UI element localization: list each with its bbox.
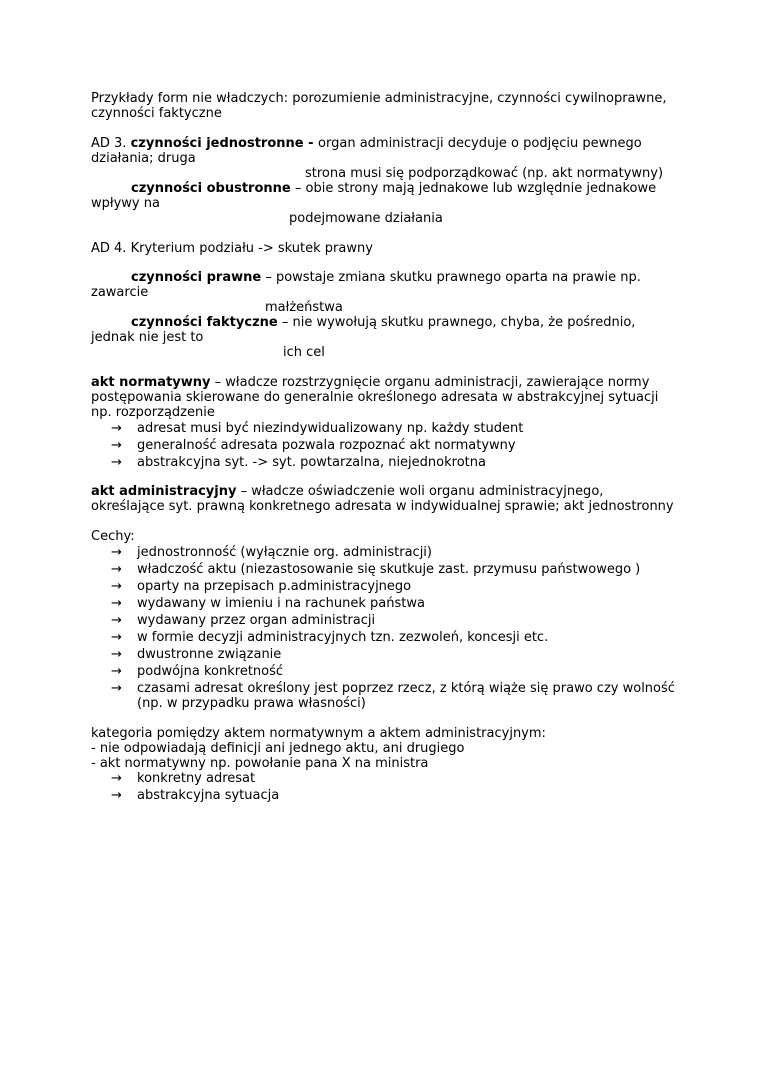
arrow-bullet-icon: →	[111, 562, 122, 577]
ad3-prefix: AD 3.	[91, 136, 131, 151]
cechy-heading: Cechy:	[91, 529, 135, 544]
ad3-line-6: podejmowane działania	[289, 211, 443, 226]
ad3-line-1	[91, 136, 642, 151]
normatywny-bullet: adresat musi być niezindywidualizowany np. każdy student	[137, 421, 524, 436]
ad4-heading: AD 4. Kryterium podziału -> skutek prawny	[91, 241, 373, 256]
ad4-line-3: małżeństwa	[265, 300, 343, 315]
arrow-bullet-icon: →	[111, 613, 122, 628]
arrow-bullet-icon: →	[111, 421, 122, 436]
ad3-line-2: działania; druga	[91, 151, 196, 166]
kategoria-line-3: - akt normatywny np. powołanie pana X na ministra	[91, 756, 429, 771]
arrow-bullet-icon: →	[111, 647, 122, 662]
cechy-bullet: jednostronność (wyłącznie org. administracji)	[137, 545, 432, 560]
ad3-term2-rest: – obie strony mają jednakowe lub względnie jednakowe	[290, 181, 657, 196]
ad4-term1-rest: – powstaje zmiana skutku prawnego oparta na prawie np.	[261, 270, 641, 285]
ad3-line-3: strona musi się podporządkować (np. akt normatywny)	[305, 166, 664, 181]
normatywny-rest: – władcze rozstrzygnięcie organu administracji, zawierające normy	[210, 375, 650, 390]
ad4-line-2: zawarcie	[91, 285, 149, 300]
ad4-term-faktyczne: czynności faktyczne	[131, 315, 278, 330]
cechy-bullet-continuation: (np. w przypadku prawa własności)	[137, 696, 366, 711]
ad3-term1-rest: organ administracji decyduje o podjęciu pewnego	[318, 136, 642, 151]
cechy-bullet: dwustronne związanie	[137, 647, 282, 662]
ad4-line-1	[131, 270, 641, 285]
ad4-line-5: jednak nie jest to	[91, 330, 204, 345]
cechy-bullet: czasami adresat określony jest poprzez rzecz, z którą wiąże się prawo czy wolność	[137, 681, 675, 696]
ad3-term-jednostronne: czynności jednostronne	[130, 136, 304, 151]
normatywny-bullet: abstrakcyjna syt. -> syt. powtarzalna, niejednokrotna	[137, 455, 486, 470]
ad4-line-6: ich cel	[283, 345, 325, 360]
ad4-term-prawne: czynności prawne	[131, 270, 262, 285]
cechy-bullet: podwójna konkretność	[137, 664, 284, 679]
arrow-bullet-icon: →	[111, 788, 122, 803]
arrow-bullet-icon: →	[111, 630, 122, 645]
ad3-term-sep: -	[303, 136, 319, 151]
ad3-term-obustronne: czynności obustronne	[131, 181, 291, 196]
normatywny-term: akt normatywny	[91, 375, 211, 390]
cechy-bullet: oparty na przepisach p.administracyjnego	[137, 579, 412, 594]
arrow-bullet-icon: →	[111, 771, 122, 786]
kategoria-line-1: kategoria pomiędzy aktem normatywnym a aktem administracyjnym:	[91, 726, 546, 741]
normatywny-bullet: generalność adresata pozwala rozpoznać akt normatywny	[137, 438, 516, 453]
ad4-term2-rest: – nie wywołują skutku prawnego, chyba, że pośrednio,	[277, 315, 636, 330]
intro-line-2: czynności faktyczne	[91, 106, 222, 121]
arrow-bullet-icon: →	[111, 545, 122, 560]
intro-line-1: Przykłady form nie władczych: porozumienie administracyjne, czynności cywilnoprawne,	[91, 91, 667, 106]
cechy-bullet: wydawany przez organ administracji	[137, 613, 376, 628]
kategoria-line-2: - nie odpowiadają definicji ani jednego aktu, ani drugiego	[91, 741, 465, 756]
arrow-bullet-icon: →	[111, 681, 122, 696]
administracyjny-term: akt administracyjny	[91, 484, 237, 499]
arrow-bullet-icon: →	[111, 596, 122, 611]
ad4-line-4	[131, 315, 635, 330]
kategoria-bullet: konkretny adresat	[137, 771, 256, 786]
arrow-bullet-icon: →	[111, 438, 122, 453]
arrow-bullet-icon: →	[111, 455, 122, 470]
arrow-bullet-icon: →	[111, 664, 122, 679]
administracyjny-line-2: określające syt. prawną konkretnego adresata w indywidualnej sprawie; akt jednostronny	[91, 499, 674, 514]
ad3-line-4	[131, 181, 656, 196]
cechy-bullet: w formie decyzji administracyjnych tzn. zezwoleń, koncesji etc.	[137, 630, 549, 645]
administracyjny-line-1	[91, 484, 603, 499]
ad3-line-5: wpływy na	[91, 196, 160, 211]
normatywny-line-3: np. rozporządzenie	[91, 405, 215, 420]
administracyjny-rest: – władcze oświadczenie woli organu administracyjnego,	[236, 484, 604, 499]
arrow-bullet-icon: →	[111, 579, 122, 594]
normatywny-line-2: postępowania skierowane do generalnie określonego adresata w abstrakcyjnej sytuacji	[91, 390, 659, 405]
cechy-bullet: wydawany w imieniu i na rachunek państwa	[137, 596, 425, 611]
kategoria-bullet: abstrakcyjna sytuacja	[137, 788, 280, 803]
cechy-bullet: władczość aktu (niezastosowanie się skutkuje zast. przymusu państwowego )	[137, 562, 641, 577]
normatywny-line-1	[91, 375, 649, 390]
